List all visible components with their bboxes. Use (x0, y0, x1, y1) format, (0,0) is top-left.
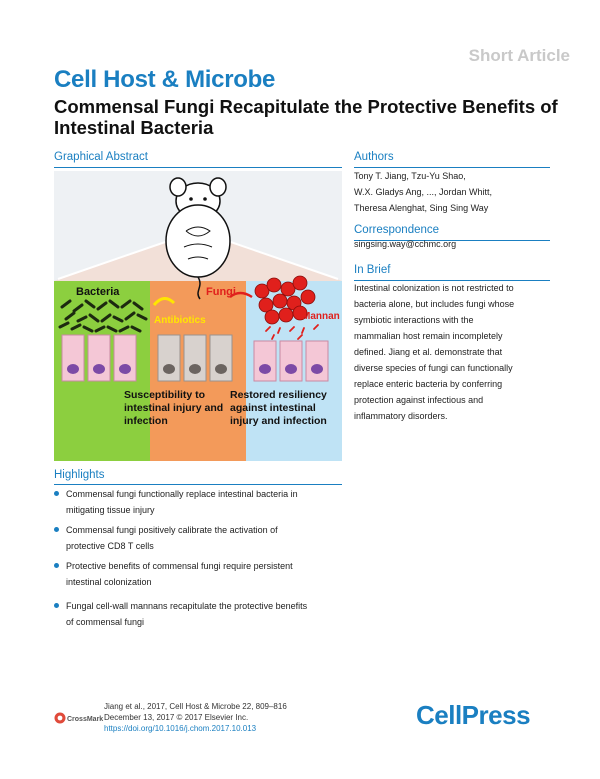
highlight-line: Protective benefits of commensal fungi require persistent (66, 561, 293, 571)
article-title: Commensal Fungi Recapitulate the Protective Benefits of Intestinal Bacteria (54, 96, 558, 138)
highlight-line: Commensal fungi positively calibrate the activation of (66, 525, 278, 535)
bullet-icon (54, 491, 59, 496)
bacteria-label: Bacteria (76, 286, 120, 298)
mouse-eye-left (189, 197, 193, 201)
in-brief-line: defined. Jiang et al. demonstrate that (354, 347, 503, 357)
cellpress-logo: CellPress (416, 700, 531, 730)
in-brief-line: diverse species of fungi can functionally (354, 363, 513, 373)
authors-heading: Authors (354, 151, 394, 163)
author-line: Theresa Alenghat, Sing Sing Way (354, 203, 489, 213)
in-brief-text (354, 280, 554, 424)
crossmark-icon (54, 711, 104, 725)
date-line: December 13, 2017 © 2017 Elsevier Inc. (104, 713, 249, 722)
antibiotics-label: Antibiotics (154, 315, 206, 326)
in-brief-line: bacteria alone, but includes fungi whose (354, 299, 515, 309)
mouse-eye-right (203, 197, 207, 201)
highlight-line: Commensal fungi functionally replace intestinal bacteria in (66, 489, 298, 499)
highlight-line: of commensal fungi (66, 617, 145, 627)
correspondence-heading: Correspondence (354, 224, 440, 236)
fungi-label: Fungi (206, 286, 236, 298)
citation-line: Jiang et al., 2017, Cell Host & Microbe 22, 809–816 (104, 702, 287, 711)
article-type-label: Short Article (468, 46, 570, 65)
epithelium-middle (158, 335, 232, 381)
highlight-line: intestinal colonization (66, 577, 152, 587)
in-brief-line: protection against infectious and (354, 395, 484, 405)
susceptibility-label: Susceptibility to intestinal injury and infection (124, 389, 224, 427)
in-brief-line: symbiotic interactions with the (354, 315, 474, 325)
in-brief-heading: In Brief (354, 264, 391, 276)
highlight-item (54, 486, 344, 518)
restored-label: Restored resiliency against intestinal injury and infection (230, 389, 327, 427)
highlight-item (54, 598, 344, 630)
highlight-line: Fungal cell-wall mannans recapitulate the protective benefits (66, 601, 308, 611)
graphical-abstract-figure (54, 171, 342, 461)
epithelium-right (254, 341, 328, 381)
in-brief-line: inflammatory disorders. (354, 411, 448, 421)
in-brief-line: Intestinal colonization is not restricted to (354, 283, 514, 293)
author-line: Tony T. Jiang, Tzu-Yu Shao, (354, 171, 466, 181)
highlights-heading: Highlights (54, 469, 105, 481)
bullet-icon (54, 603, 59, 608)
highlight-line: mitigating tissue injury (66, 505, 155, 515)
correspondence-email[interactable]: singsing.way@cchmc.org (354, 239, 457, 249)
svg-text:CrossMark: CrossMark (67, 716, 104, 723)
highlight-item (54, 522, 344, 554)
graphical-abstract-heading: Graphical Abstract (54, 151, 148, 163)
crossmark-logo[interactable] (54, 711, 104, 725)
in-brief-line: mammalian host remain incompletely (354, 331, 503, 341)
authors-list (354, 168, 492, 216)
highlight-item (54, 558, 344, 590)
in-brief-line: replace enteric bacteria by conferring (354, 379, 503, 389)
epithelium-left (62, 335, 136, 381)
highlights-rule (54, 484, 342, 485)
doi-link[interactable]: https://doi.org/10.1016/j.chom.2017.10.013 (104, 724, 257, 733)
author-line: W.X. Gladys Ang, ..., Jordan Whitt, (354, 187, 493, 197)
citation-block (104, 701, 287, 734)
bullet-icon (54, 563, 59, 568)
highlight-line: protective CD8 T cells (66, 541, 154, 551)
journal-name: Cell Host & Microbe (54, 66, 275, 93)
bullet-icon (54, 527, 59, 532)
graphical-abstract-rule (54, 167, 342, 168)
mannan-label: Mannan (302, 311, 340, 322)
